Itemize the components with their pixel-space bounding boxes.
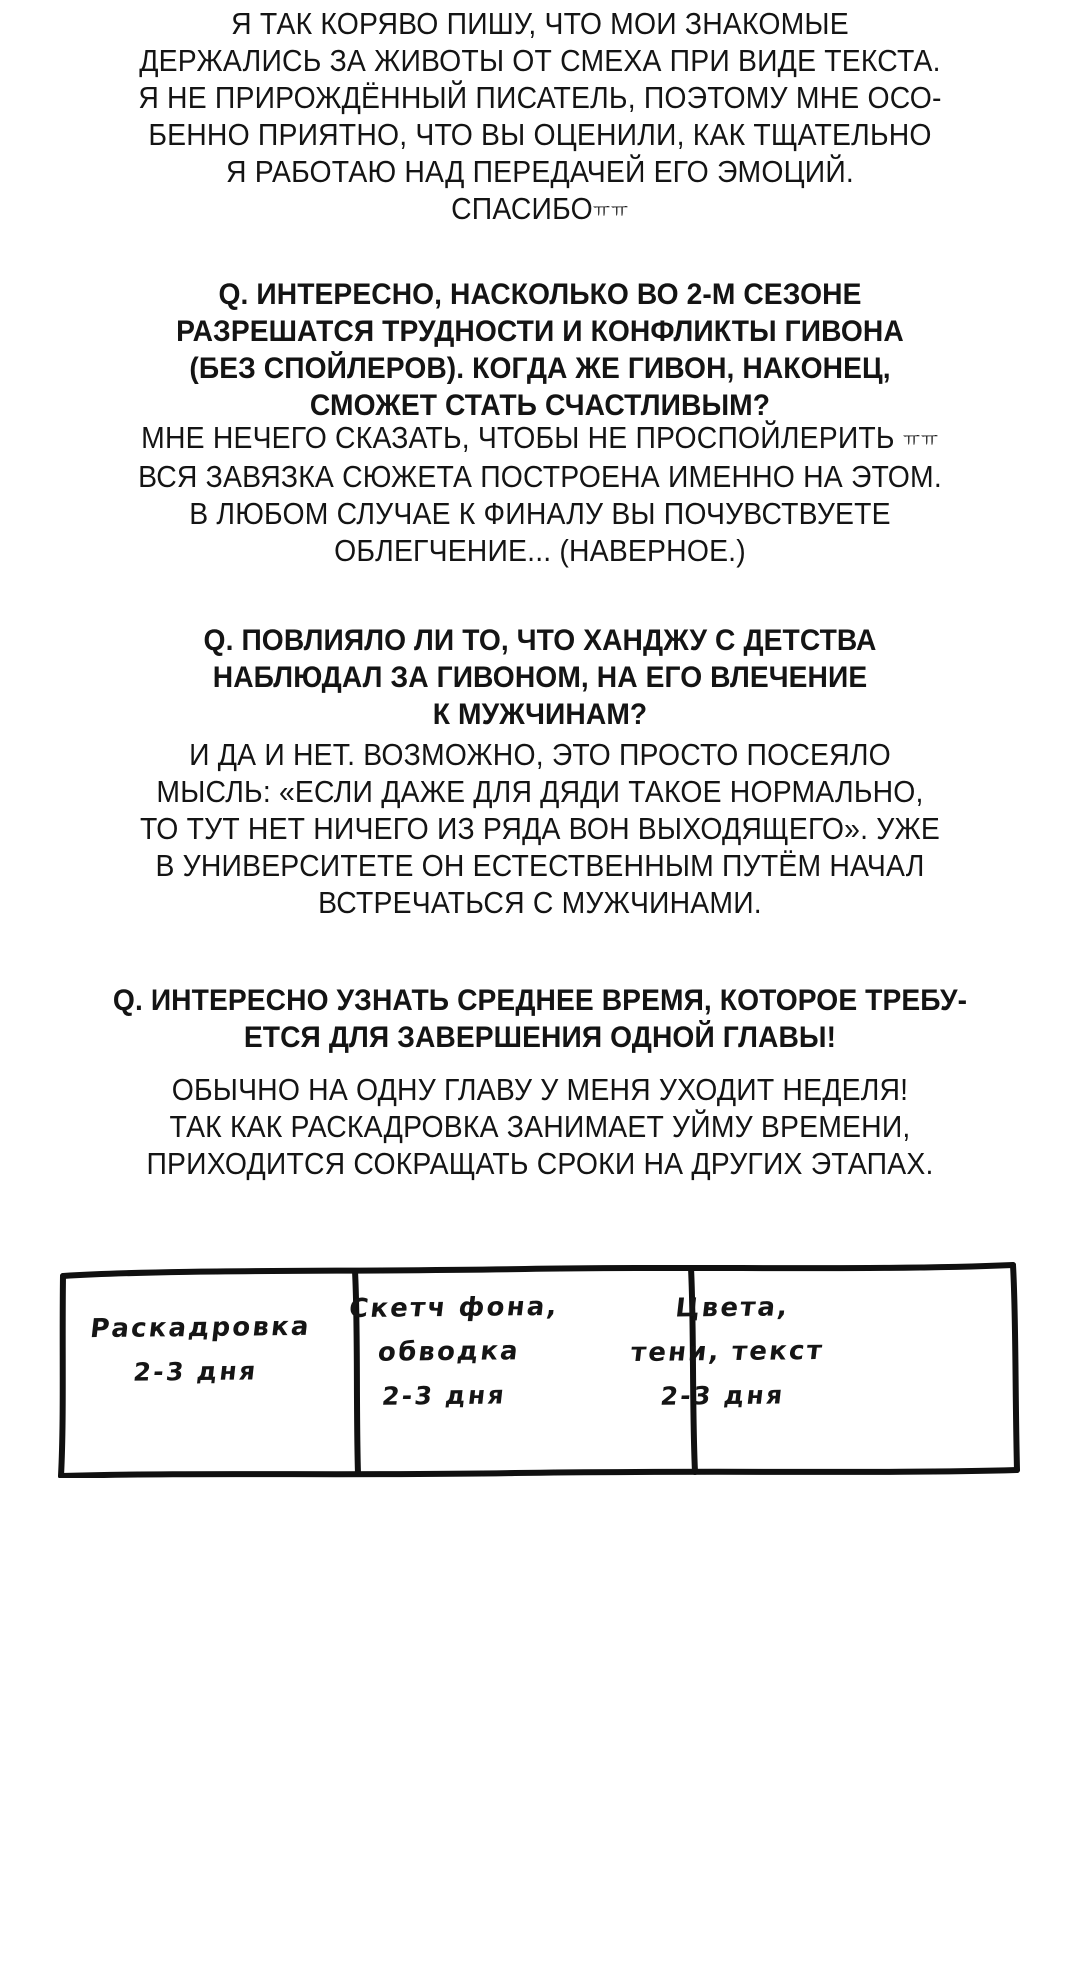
question-2-line-3: К МУЖЧИНАМ? [432,698,648,731]
workflow-cell-1-line-1: Раскадровка [88,1311,313,1345]
answer-2-line-4: В УНИВЕРСИТЕТЕ ОН ЕСТЕСТВЕННЫМ ПУТЁМ НАЧАЛ [155,849,925,883]
workflow-cell-2-line-2: обводка [376,1336,522,1368]
workflow-cell-3-line-2: тени, текст [629,1335,826,1369]
answer-2-line-2: МЫСЛЬ: «ЕСЛИ ДАЖЕ ДЛЯ ДЯДИ ТАКОЕ НОРМАЛЬНО, [156,775,924,809]
workflow-cell-2-line-1: Скетч фона, [347,1291,561,1325]
question-1-line-1 [89,276,991,313]
workflow-cell-color [608,1285,848,1420]
question-1-text-1: ИНТЕРЕСНО, НАСКОЛЬКО ВО 2-М СЕЗОНЕ [248,278,862,311]
intro-line-3: Я НЕ ПРИРОЖДЁННЫЙ ПИСАТЕЛЬ, ПОЭТОМУ МНЕ ОСО- [138,81,942,115]
answer-2 [94,737,987,922]
answer-3 [94,1072,987,1183]
intro-line-1: Я ТАК КОРЯВО ПИШУ, ЧТО МОИ ЗНАКОМЫЕ [231,7,849,41]
question-2-line-2: НАБЛЮДАЛ ЗА ГИВОНОМ, НА ЕГО ВЛЕЧЕНИЕ [212,661,868,694]
answer-1 [94,420,987,570]
answer-1-text-1: МНЕ НЕЧЕГО СКАЗАТЬ, ЧТОБЫ НЕ ПРОСПОЙЛЕРИТЬ [141,421,895,455]
intro-paragraph [94,6,987,230]
answer-1-line-4: ОБЛЕГЧЕНИЕ... (НАВЕРНОЕ.) [334,534,746,568]
answer-2-line-5: ВСТРЕЧАТЬСЯ С МУЖЧИНАМИ. [318,886,762,920]
intro-line-6 [94,191,987,230]
workflow-cell-1-line-2: 2-3 дня [131,1356,260,1387]
crying-emoticon: ㅠㅠ [592,200,629,222]
answer-1-line-1 [94,420,987,459]
answer-1-line-3: В ЛЮБОМ СЛУЧАЕ К ФИНАЛУ ВЫ ПОЧУВСТВУЕТЕ [189,497,891,531]
answer-3-line-1: ОБЫЧНО НА ОДНУ ГЛАВУ У МЕНЯ УХОДИТ НЕДЕЛЯ! [171,1073,909,1107]
workflow-cell-2-line-3: 2-3 дня [380,1380,508,1411]
question-marker: Q. [112,984,143,1017]
answer-2-line-3: ТО ТУТ НЕТ НИЧЕГО ИЗ РЯДА ВОН ВЫХОДЯЩЕГО». УЖЕ [140,812,940,846]
question-2 [89,622,991,733]
intro-line-2: ДЕРЖАЛИСЬ ЗА ЖИВОТЫ ОТ СМЕХА ПРИ ВИДЕ ТЕКСТА. [139,44,941,78]
intro-line-4: БЕННО ПРИЯТНО, ЧТО ВЫ ОЦЕНИЛИ, КАК ТЩАТЕЛЬНО [148,118,932,152]
question-marker: Q. [203,624,234,657]
question-2-text-1: ПОВЛИЯЛО ЛИ ТО, ЧТО ХАНДЖУ С ДЕТСТВА [233,624,877,657]
question-3-line-1 [89,982,991,1019]
crying-emoticon: ㅠㅠ [902,429,939,451]
answer-1-line-2: ВСЯ ЗАВЯЗКА СЮЖЕТА ПОСТРОЕНА ИМЕННО НА ЭТОМ. [138,460,942,494]
question-1-line-4: СМОЖЕТ СТАТЬ СЧАСТЛИВЫМ? [309,389,771,422]
workflow-cell-storyboard [64,1305,332,1396]
question-1-line-3: (БЕЗ СПОЙЛЕРОВ). КОГДА ЖЕ ГИВОН, НАКОНЕЦ, [189,352,891,385]
intro-thanks-text: СПАСИБО [451,192,593,226]
question-3 [89,982,991,1056]
workflow-cell-3-line-1: Цвета, [673,1292,792,1324]
question-marker: Q. [218,278,249,311]
question-1-line-2: РАЗРЕШАТСЯ ТРУДНОСТИ И КОНФЛИКТЫ ГИВОНА [176,315,904,348]
answer-3-line-3: ПРИХОДИТСЯ СОКРАЩАТЬ СРОКИ НА ДРУГИХ ЭТАПАХ. [146,1147,934,1181]
question-3-text-1: ИНТЕРЕСНО УЗНАТЬ СРЕДНЕЕ ВРЕМЯ, КОТОРОЕ ТРЕБУ- [142,984,968,1017]
intro-line-5: Я РАБОТАЮ НАД ПЕРЕДАЧЕЙ ЕГО ЭМОЦИЙ. [226,155,854,189]
workflow-diagram [55,1258,1023,1478]
workflow-cell-3-line-3: 2-3 дня [658,1380,787,1411]
question-1 [89,276,991,424]
workflow-cell-sketch [326,1285,573,1420]
question-2-line-1 [89,622,991,659]
question-3-line-2: ЕТСЯ ДЛЯ ЗАВЕРШЕНИЯ ОДНОЙ ГЛАВЫ! [243,1021,837,1054]
answer-2-line-1: И ДА И НЕТ. ВОЗМОЖНО, ЭТО ПРОСТО ПОСЕЯЛО [189,738,891,772]
answer-3-line-2: ТАК КАК РАСКАДРОВКА ЗАНИМАЕТ УЙМУ ВРЕМЕНИ, [169,1110,911,1144]
